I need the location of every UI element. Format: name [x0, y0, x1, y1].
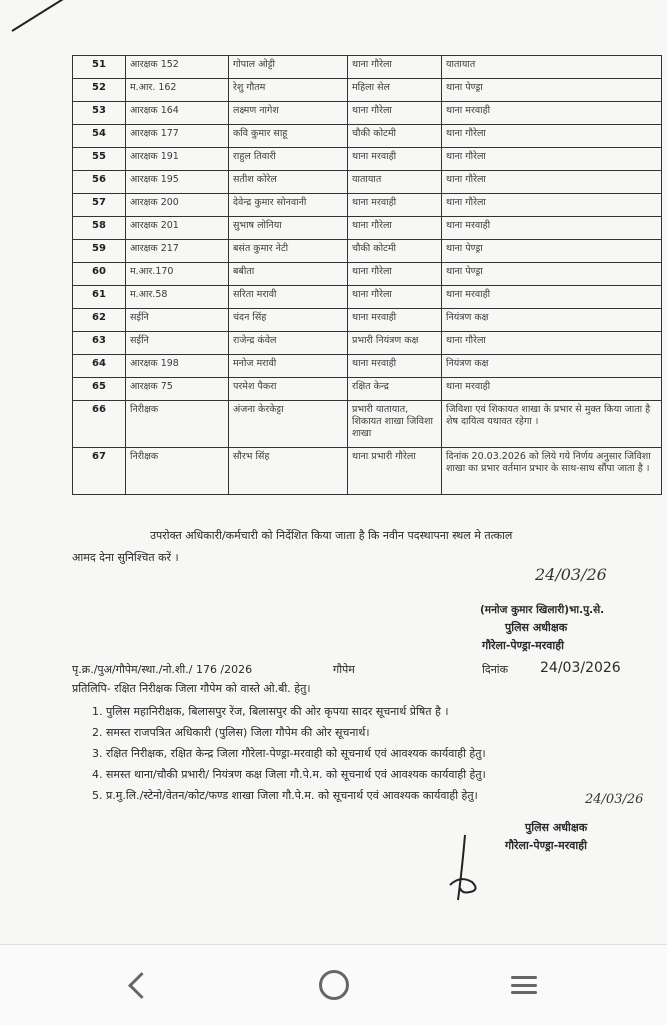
table-row: [73, 332, 662, 355]
table-row: [73, 378, 662, 401]
new-posting-cell: थाना पेण्ड्रा: [442, 79, 662, 102]
name-cell: मनोज मरावी: [229, 355, 348, 378]
table-row: [73, 56, 662, 79]
name-cell: सुभाष लोनिया: [229, 217, 348, 240]
copy-intro: प्रतिलिपि- रक्षित निरीक्षक जिला गौपेम को वास्ते ओ.बी. हेतु।: [72, 682, 311, 695]
rank-cell: आरक्षक 75: [126, 378, 229, 401]
serial-number-cell: 54: [73, 125, 126, 148]
instruction-line-1: उपरोक्त अधिकारी/कर्मचारी को निर्देशित किया जाता है कि नवीन पदस्थापना स्थल मे तत्काल: [150, 529, 513, 542]
serial-number-cell: 55: [73, 148, 126, 171]
name-cell: रेशु गौतम: [229, 79, 348, 102]
serial-number-cell: 62: [73, 309, 126, 332]
name-cell: देवेन्द्र कुमार सोनवानी: [229, 194, 348, 217]
serial-number-cell: 61: [73, 286, 126, 309]
android-nav-bar: [0, 944, 667, 1025]
recents-button[interactable]: [500, 965, 548, 1005]
serial-number-cell: 53: [73, 102, 126, 125]
rank-cell: आरक्षक 200: [126, 194, 229, 217]
footer-district: गौरेला-पेण्ड्रा-मरवाही: [505, 839, 587, 852]
name-cell: परमेश पैकरा: [229, 378, 348, 401]
new-posting-cell: थाना पेण्ड्रा: [442, 263, 662, 286]
rank-cell: आरक्षक 152: [126, 56, 229, 79]
name-cell: अंजना केरकेट्टा: [229, 401, 348, 448]
name-cell: राहुल तिवारी: [229, 148, 348, 171]
table-row: [73, 171, 662, 194]
serial-number-cell: 64: [73, 355, 126, 378]
instruction-line-2: आमद देना सुनिश्चित करें ।: [72, 551, 179, 564]
new-posting-cell: जिविशा एवं शिकायत शाखा के प्रभार से मुक्त किया जाता है शेष दायित्व यथावत रहेगा ।: [442, 401, 662, 448]
name-cell: सरिता मरावी: [229, 286, 348, 309]
current-posting-cell: यातायात: [348, 171, 442, 194]
rank-cell: निरीक्षक: [126, 401, 229, 448]
table-row: [73, 448, 662, 495]
copy-item: 4. समस्त थाना/चौकी प्रभारी/ नियंत्रण कक्ष जिला गौ.पे.म. को सूचनार्थ एवं आवश्यक कार्यवाही हेतु।: [92, 768, 486, 781]
back-button[interactable]: [117, 965, 165, 1005]
name-cell: राजेन्द्र कंवेल: [229, 332, 348, 355]
rank-cell: आरक्षक 217: [126, 240, 229, 263]
rank-cell: आरक्षक 195: [126, 171, 229, 194]
rank-cell: आरक्षक 164: [126, 102, 229, 125]
serial-number-cell: 67: [73, 448, 126, 495]
new-posting-cell: थाना गौरेला: [442, 148, 662, 171]
circle-home-icon: [319, 970, 349, 1000]
table-row: [73, 240, 662, 263]
signature-bottom: 24/03/26: [585, 792, 644, 807]
serial-number-cell: 63: [73, 332, 126, 355]
name-cell: बबीता: [229, 263, 348, 286]
name-cell: सौरभ सिंह: [229, 448, 348, 495]
footer-title: पुलिस अधीक्षक: [525, 821, 588, 834]
rank-cell: सईनि: [126, 309, 229, 332]
signer-district: गौरेला-पेण्ड्रा-मरवाही: [482, 639, 564, 652]
copy-item: 3. रक्षित निरीक्षक, रक्षित केन्द्र जिला गौरेला-पेण्ड्रा-मरवाही को सूचनार्थ एवं आवश्यक कार्यवाही हेतु।: [92, 747, 486, 760]
name-cell: लक्ष्मण नागेश: [229, 102, 348, 125]
current-posting-cell: थाना गौरेला: [348, 286, 442, 309]
serial-number-cell: 57: [73, 194, 126, 217]
new-posting-cell: थाना मरवाही: [442, 286, 662, 309]
new-posting-cell: थाना गौरेला: [442, 194, 662, 217]
current-posting-cell: थाना गौरेला: [348, 56, 442, 79]
current-posting-cell: चौकी कोटमी: [348, 125, 442, 148]
signature-top: 24/03/26: [535, 565, 607, 584]
current-posting-cell: थाना गौरेला: [348, 217, 442, 240]
current-posting-cell: थाना मरवाही: [348, 309, 442, 332]
rank-cell: म.आर.170: [126, 263, 229, 286]
serial-number-cell: 51: [73, 56, 126, 79]
serial-number-cell: 65: [73, 378, 126, 401]
serial-number-cell: 56: [73, 171, 126, 194]
table-row: [73, 194, 662, 217]
table-row: [73, 102, 662, 125]
date-value: 24/03/2026: [540, 660, 621, 676]
table-row: [73, 263, 662, 286]
name-cell: कवि कुमार साहू: [229, 125, 348, 148]
rank-cell: आरक्षक 198: [126, 355, 229, 378]
serial-number-cell: 59: [73, 240, 126, 263]
table-row: [73, 286, 662, 309]
signer-name: (मनोज कुमार खिलारी)भा.पु.से.: [480, 604, 605, 616]
signer-title: पुलिस अधीक्षक: [505, 621, 568, 634]
current-posting-cell: थाना मरवाही: [348, 355, 442, 378]
table-row: [73, 148, 662, 171]
date-label: दिनांक: [482, 663, 509, 676]
copy-item: 1. पुलिस महानिरीक्षक, बिलासपुर रेंज, बिलासपुर की ओर कृपया सादर सूचनार्थ प्रेषित है ।: [92, 705, 449, 718]
reference-place: गौपेम: [333, 663, 355, 676]
serial-number-cell: 60: [73, 263, 126, 286]
table-row: [73, 355, 662, 378]
three-lines-menu-icon: [511, 976, 537, 994]
rank-cell: आरक्षक 177: [126, 125, 229, 148]
home-button[interactable]: [310, 965, 358, 1005]
current-posting-cell: प्रभारी नियंत्रण कक्ष: [348, 332, 442, 355]
rank-cell: निरीक्षक: [126, 448, 229, 495]
current-posting-cell: थाना मरवाही: [348, 148, 442, 171]
new-posting-cell: थाना गौरेला: [442, 171, 662, 194]
name-cell: सतीश कोरेल: [229, 171, 348, 194]
table-row: [73, 309, 662, 332]
new-posting-cell: दिनांक 20.03.2026 को लिये गये निर्णय अनुसार जिविशा शाखा का प्रभार वर्तमान प्रभार के साथ-साथ सौंपा जाता है ।: [442, 448, 662, 495]
pen-mark: [11, 0, 80, 32]
serial-number-cell: 52: [73, 79, 126, 102]
name-cell: चंदन सिंह: [229, 309, 348, 332]
current-posting-cell: थाना प्रभारी गौरेला: [348, 448, 442, 495]
current-posting-cell: प्रभारी यातायात, शिकायत शाखा जिविशा शाखा: [348, 401, 442, 448]
new-posting-cell: थाना गौरेला: [442, 332, 662, 355]
copy-item: 2. समस्त राजपत्रित अधिकारी (पुलिस) जिला गौपेम की ओर सूचनार्थ।: [92, 726, 370, 739]
table-row: [73, 401, 662, 448]
reference-number: पृ.क्र./पुअ/गौपेम/स्था./नो.शी./ 176 /2026: [72, 663, 253, 676]
new-posting-cell: थाना गौरेला: [442, 125, 662, 148]
serial-number-cell: 58: [73, 217, 126, 240]
copy-item: 5. प्र.मु.लि./स्टेनो/वेतन/कोट/फण्ड शाखा जिला गौ.पे.म. को सूचनार्थ एवं आवश्यक कार्यवाही हेतु।: [92, 789, 478, 802]
current-posting-cell: थाना गौरेला: [348, 102, 442, 125]
rank-cell: सईनि: [126, 332, 229, 355]
new-posting-cell: थाना पेण्ड्रा: [442, 240, 662, 263]
serial-number-cell: 66: [73, 401, 126, 448]
table-row: [73, 125, 662, 148]
chevron-left-icon: [128, 972, 155, 999]
rank-cell: आरक्षक 191: [126, 148, 229, 171]
table-row: [73, 217, 662, 240]
table-row: [73, 79, 662, 102]
new-posting-cell: थाना मरवाही: [442, 217, 662, 240]
rank-cell: म.आर.58: [126, 286, 229, 309]
rank-cell: म.आर. 162: [126, 79, 229, 102]
current-posting-cell: चौकी कोटमी: [348, 240, 442, 263]
name-cell: गोपाल ओट्टी: [229, 56, 348, 79]
new-posting-cell: नियंत्रण कक्ष: [442, 355, 662, 378]
current-posting-cell: रक्षित केन्द्र: [348, 378, 442, 401]
new-posting-cell: थाना मरवाही: [442, 378, 662, 401]
current-posting-cell: थाना गौरेला: [348, 263, 442, 286]
current-posting-cell: महिला सेल: [348, 79, 442, 102]
new-posting-cell: नियंत्रण कक्ष: [442, 309, 662, 332]
rank-cell: आरक्षक 201: [126, 217, 229, 240]
name-cell: बसंत कुमार नेटी: [229, 240, 348, 263]
new-posting-cell: थाना मरवाही: [442, 102, 662, 125]
transfer-table: [72, 55, 662, 495]
new-posting-cell: यातायात: [442, 56, 662, 79]
current-posting-cell: थाना मरवाही: [348, 194, 442, 217]
initials-mark: [440, 830, 490, 910]
